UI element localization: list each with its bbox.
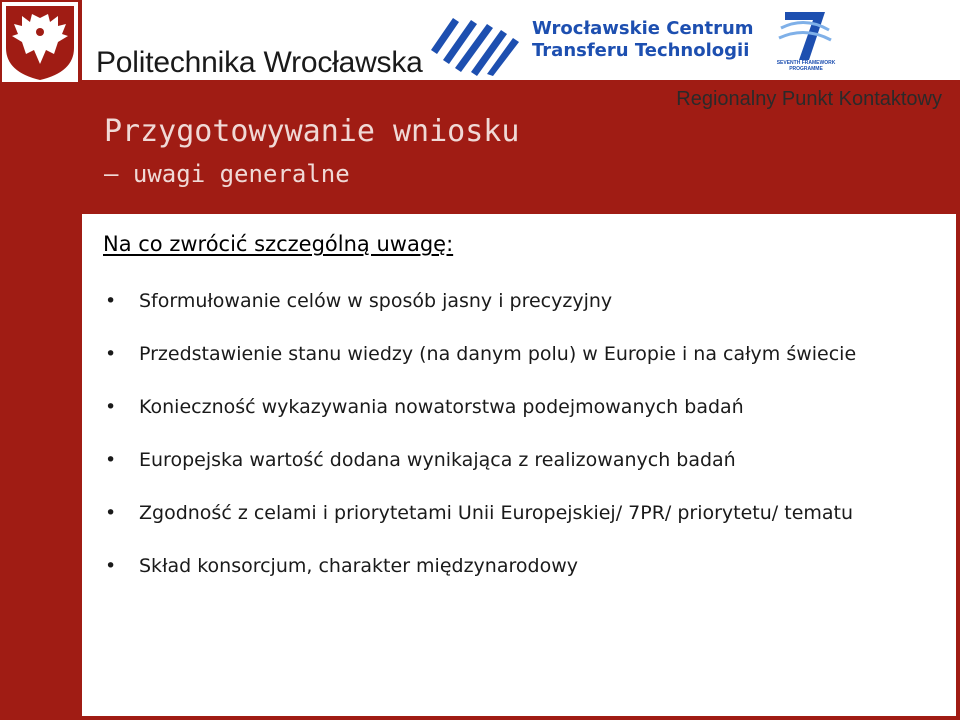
bullet-text: Przedstawienie stanu wiedzy (na danym polu) w Europie i na całym świecie: [139, 343, 857, 365]
title-band: [82, 84, 956, 214]
partner-name-line2: Transferu Technologii: [532, 40, 750, 61]
bullet-icon: •: [105, 290, 117, 312]
bullet-text: Europejska wartość dodana wynikająca z realizowanych badań: [139, 449, 736, 471]
slide-subtitle: – uwagi generalne: [104, 160, 350, 188]
list-item: [103, 288, 933, 315]
bullet-icon: •: [105, 449, 117, 471]
partner-name-line1: Wrocławskie Centrum: [532, 18, 754, 39]
section-heading: Na co zwrócić szczególną uwagę:: [103, 232, 454, 256]
left-brand-stripe: [0, 0, 82, 720]
fp7-logo-icon: [775, 8, 835, 64]
university-name: Politechnika Wrocławska: [96, 46, 423, 79]
bullet-list: [103, 288, 933, 606]
fp7-caption-line1: SEVENTH FRAMEWORK: [776, 60, 836, 66]
list-item: [103, 447, 933, 474]
list-item: [103, 500, 933, 527]
bullet-icon: •: [105, 396, 117, 418]
fp7-caption-line2: PROGRAMME: [789, 66, 823, 72]
bullet-text: Skład konsorcjum, charakter międzynarodowy: [139, 555, 578, 577]
bottom-border: [82, 716, 960, 720]
bullet-icon: •: [105, 343, 117, 365]
list-item: [103, 341, 933, 368]
bullet-text: Zgodność z celami i priorytetami Unii Europejskiej/ 7PR/ priorytetu/ tematu: [139, 502, 854, 524]
slide-title: Przygotowywanie wniosku: [104, 114, 520, 149]
contact-point-label: Regionalny Punkt Kontaktowy: [676, 88, 942, 110]
bullet-icon: •: [105, 555, 117, 577]
bullet-text: Konieczność wykazywania nowatorstwa podejmowanych badań: [139, 396, 744, 418]
fp7-caption: [770, 60, 842, 72]
wctt-stripes-icon: [425, 10, 523, 76]
list-item: [103, 394, 933, 421]
bullet-icon: •: [105, 502, 117, 524]
eagle-shield-icon: [2, 2, 78, 82]
list-item: [103, 553, 933, 580]
right-border: [956, 84, 960, 720]
bullet-text: Sformułowanie celów w sposób jasny i precyzyjny: [139, 290, 613, 312]
partner-name: [532, 18, 754, 62]
